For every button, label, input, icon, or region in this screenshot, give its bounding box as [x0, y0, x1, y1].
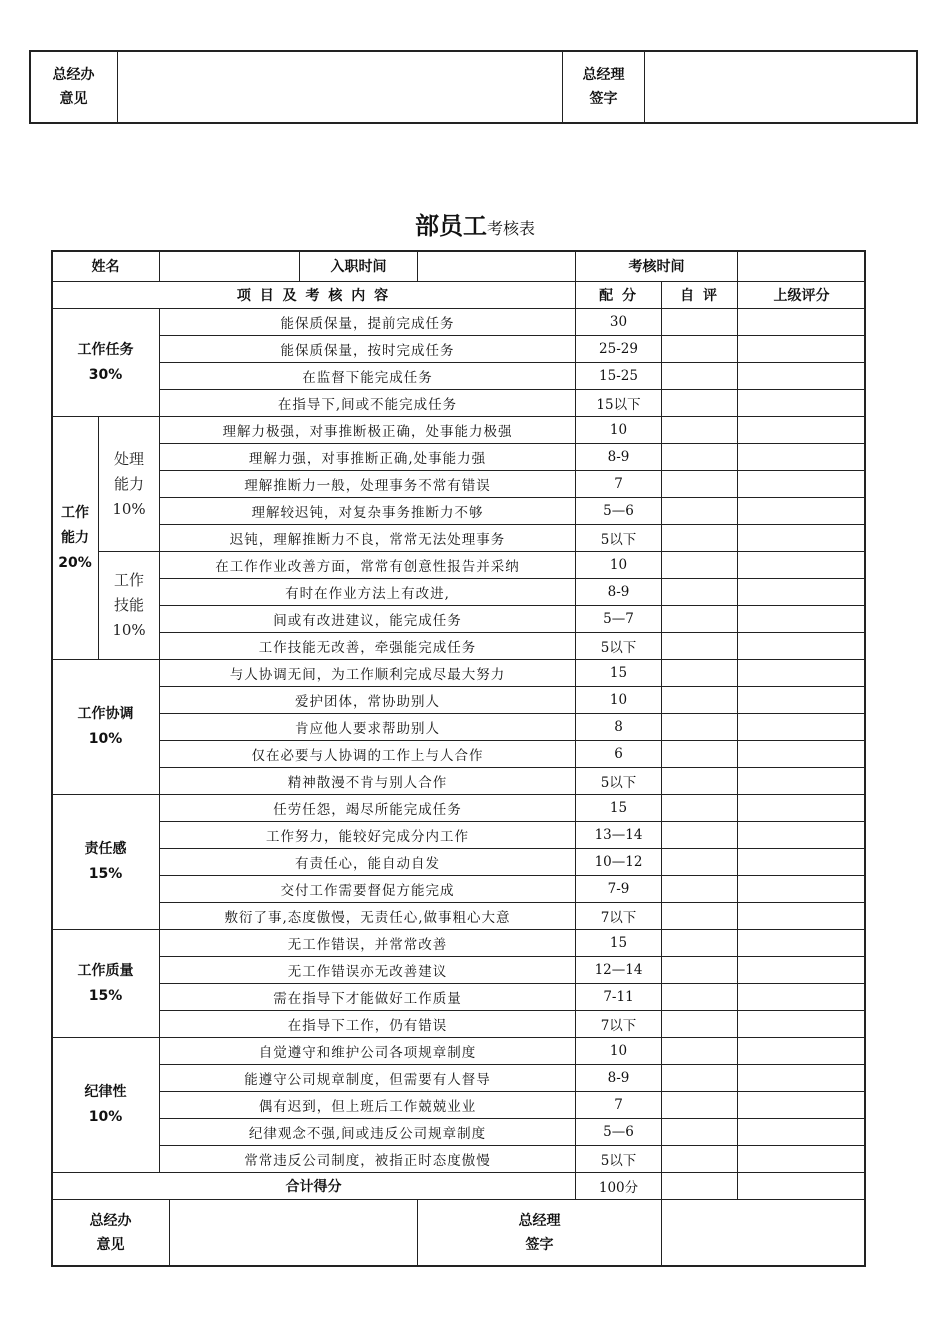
- criterion-text: 有时在作业方法上有改进,: [160, 579, 576, 606]
- form-title-sub: 考核表: [486, 219, 535, 238]
- superior-eval-cell[interactable]: [738, 768, 866, 795]
- category-label-line: 30%: [88, 366, 123, 383]
- superior-eval-cell[interactable]: [738, 957, 866, 984]
- total-row: [52, 1173, 866, 1200]
- score-value: 13—14: [576, 822, 662, 849]
- self-eval-cell[interactable]: [662, 1065, 738, 1092]
- score-value: 5—6: [576, 1119, 662, 1146]
- superior-eval-cell[interactable]: [738, 741, 866, 768]
- top-gm-sign-line1: 总经理: [582, 67, 625, 83]
- superior-eval-header: 上级评分: [738, 282, 866, 309]
- score-value: 7-9: [576, 876, 662, 903]
- score-value: 7以下: [576, 1011, 662, 1038]
- criterion-text: 在监督下能完成任务: [160, 363, 576, 390]
- self-eval-cell[interactable]: [662, 336, 738, 363]
- dept-opinion-label: [52, 1200, 170, 1267]
- table-row: [52, 687, 866, 714]
- top-dept-opinion-label: [30, 51, 118, 124]
- criterion-text: 需在指导下才能做好工作质量: [160, 984, 576, 1011]
- criterion-text: 偶有迟到，但上班后工作兢兢业业: [160, 1092, 576, 1119]
- name-field[interactable]: [160, 251, 300, 282]
- criterion-text: 纪律观念不强,间或违反公司规章制度: [160, 1119, 576, 1146]
- self-eval-cell[interactable]: [662, 1011, 738, 1038]
- self-eval-cell[interactable]: [662, 849, 738, 876]
- table-row: [52, 795, 866, 822]
- superior-eval-cell[interactable]: [738, 1146, 866, 1173]
- score-value: 5以下: [576, 1146, 662, 1173]
- total-superior-eval-cell[interactable]: [738, 1173, 866, 1200]
- score-value: 8-9: [576, 444, 662, 471]
- score-value: 15: [576, 795, 662, 822]
- score-value: 10: [576, 417, 662, 444]
- self-eval-cell[interactable]: [662, 714, 738, 741]
- self-eval-cell[interactable]: [662, 606, 738, 633]
- table-row: [52, 390, 866, 417]
- criterion-text: 间或有改进建议，能完成任务: [160, 606, 576, 633]
- category-label-line: 20%: [58, 554, 92, 571]
- criterion-text: 理解力极强，对事推断极正确，处事能力极强: [160, 417, 576, 444]
- criterion-text: 爱护团体，常协助别人: [160, 687, 576, 714]
- score-value: 7: [576, 1092, 662, 1119]
- category-label-line: 纪律性: [84, 1084, 127, 1100]
- table-row: [52, 336, 866, 363]
- superior-eval-cell[interactable]: [738, 606, 866, 633]
- score-value: 8: [576, 714, 662, 741]
- subcategory-label: [99, 417, 160, 552]
- table-row: [52, 309, 866, 336]
- superior-eval-cell[interactable]: [738, 1011, 866, 1038]
- superior-eval-cell[interactable]: [738, 984, 866, 1011]
- category-label: [52, 1038, 160, 1173]
- top-gm-sign-label: [563, 51, 645, 124]
- table-row: [52, 498, 866, 525]
- criterion-text: 有责任心，能自动自发: [160, 849, 576, 876]
- self-eval-cell[interactable]: [662, 309, 738, 336]
- top-dept-opinion-line1: 总经办: [52, 67, 95, 83]
- category-label-line: 工作任务: [77, 341, 134, 358]
- table-row: [52, 525, 866, 552]
- superior-eval-cell[interactable]: [738, 1092, 866, 1119]
- criterion-text: 工作技能无改善，牵强能完成任务: [160, 633, 576, 660]
- superior-eval-cell[interactable]: [738, 687, 866, 714]
- criterion-text: 在工作作业改善方面，常常有创意性报告并采纳: [160, 552, 576, 579]
- self-eval-cell[interactable]: [662, 687, 738, 714]
- table-row: [52, 1146, 866, 1173]
- category-label-line: 技能: [113, 596, 144, 614]
- score-value: 8-9: [576, 1065, 662, 1092]
- superior-eval-cell[interactable]: [738, 417, 866, 444]
- criterion-text: 自觉遵守和维护公司各项规章制度: [160, 1038, 576, 1065]
- superior-eval-cell[interactable]: [738, 714, 866, 741]
- self-eval-cell[interactable]: [662, 1038, 738, 1065]
- criterion-text: 理解力强，对事推断正确,处事能力强: [160, 444, 576, 471]
- criterion-text: 能保质保量，按时完成任务: [160, 336, 576, 363]
- self-eval-cell[interactable]: [662, 444, 738, 471]
- superior-eval-cell[interactable]: [738, 498, 866, 525]
- criterion-text: 无工作错误，并常常改善: [160, 930, 576, 957]
- self-eval-cell[interactable]: [662, 363, 738, 390]
- superior-eval-cell[interactable]: [738, 525, 866, 552]
- score-value: 15以下: [576, 390, 662, 417]
- score-value: 5以下: [576, 525, 662, 552]
- category-label: [52, 795, 160, 930]
- category-label-line: 工作质量: [77, 962, 134, 979]
- category-label-line: 工作协调: [77, 706, 134, 722]
- criterion-text: 敷衍了事,态度傲慢，无责任心,做事粗心大意: [160, 903, 576, 930]
- superior-eval-cell[interactable]: [738, 903, 866, 930]
- superior-eval-cell[interactable]: [738, 471, 866, 498]
- dept-opinion-field[interactable]: [170, 1200, 418, 1267]
- criterion-text: 能遵守公司规章制度，但需要有人督导: [160, 1065, 576, 1092]
- score-value: 25-29: [576, 336, 662, 363]
- category-label-line: 10%: [112, 499, 146, 518]
- superior-eval-cell[interactable]: [738, 444, 866, 471]
- category-label-line: 能力: [61, 529, 89, 546]
- category-label: [52, 309, 160, 417]
- total-label: 合计得分: [52, 1173, 576, 1200]
- category-label-line: 意见: [96, 1237, 125, 1253]
- table-row: [52, 1011, 866, 1038]
- superior-eval-cell[interactable]: [738, 1038, 866, 1065]
- criterion-text: 在指导下工作，仍有错误: [160, 1011, 576, 1038]
- top-dept-opinion-field[interactable]: [118, 51, 563, 124]
- score-value: 5—7: [576, 606, 662, 633]
- self-eval-cell[interactable]: [662, 768, 738, 795]
- table-row: [52, 660, 866, 687]
- table-row: [52, 714, 866, 741]
- hire-date-label: 入职时间: [300, 251, 418, 282]
- superior-eval-cell[interactable]: [738, 363, 866, 390]
- table-row: [52, 1092, 866, 1119]
- category-label-line: 总经理: [518, 1213, 561, 1229]
- self-eval-cell[interactable]: [662, 1092, 738, 1119]
- self-eval-cell[interactable]: [662, 903, 738, 930]
- criterion-text: 仅在必要与人协调的工作上与人合作: [160, 741, 576, 768]
- category-label: [52, 930, 160, 1038]
- superior-eval-cell[interactable]: [738, 552, 866, 579]
- table-row: [52, 984, 866, 1011]
- self-eval-cell[interactable]: [662, 498, 738, 525]
- subcategory-label: [99, 552, 160, 660]
- self-eval-cell[interactable]: [662, 930, 738, 957]
- table-row: [52, 579, 866, 606]
- criterion-text: 交付工作需要督促方能完成: [160, 876, 576, 903]
- superior-eval-cell[interactable]: [738, 822, 866, 849]
- criterion-text: 常常违反公司制度，被指正时态度傲慢: [160, 1146, 576, 1173]
- category-label-line: 工作: [61, 504, 89, 521]
- score-value: 5以下: [576, 633, 662, 660]
- self-eval-cell[interactable]: [662, 579, 738, 606]
- score-value: 10: [576, 552, 662, 579]
- category-label-line: 15%: [88, 866, 123, 882]
- items-header: 项 目 及 考 核 内 容: [52, 282, 576, 309]
- criterion-text: 理解推断力一般，处理事务不常有错误: [160, 471, 576, 498]
- table-row: [52, 633, 866, 660]
- score-value: 7: [576, 471, 662, 498]
- category-label-line: 工作: [113, 571, 144, 589]
- superior-eval-cell[interactable]: [738, 849, 866, 876]
- table-row: [52, 363, 866, 390]
- self-eval-cell[interactable]: [662, 957, 738, 984]
- score-value: 12—14: [576, 957, 662, 984]
- table-row: [52, 849, 866, 876]
- self-eval-cell[interactable]: [662, 390, 738, 417]
- category-label-line: 10%: [88, 1109, 123, 1125]
- self-eval-cell[interactable]: [662, 741, 738, 768]
- eval-date-label: 考核时间: [576, 251, 738, 282]
- score-value: 8-9: [576, 579, 662, 606]
- evaluation-table: [51, 250, 866, 1267]
- score-value: 15: [576, 660, 662, 687]
- score-value: 30: [576, 309, 662, 336]
- category-label-line: 处理: [113, 449, 144, 468]
- superior-eval-cell[interactable]: [738, 1065, 866, 1092]
- form-title: [0, 206, 950, 241]
- gm-sign-label: [418, 1200, 662, 1267]
- eval-date-field[interactable]: [738, 251, 866, 282]
- table-row: [52, 903, 866, 930]
- table-row: [52, 1065, 866, 1092]
- table-row: [52, 768, 866, 795]
- category-label: [52, 417, 99, 660]
- score-value: 10: [576, 687, 662, 714]
- table-row: [52, 876, 866, 903]
- score-value: 5以下: [576, 768, 662, 795]
- score-value: 10—12: [576, 849, 662, 876]
- criterion-text: 理解较迟钝，对复杂事务推断力不够: [160, 498, 576, 525]
- criterion-text: 无工作错误亦无改善建议: [160, 957, 576, 984]
- table-row: [52, 444, 866, 471]
- table-row: [52, 957, 866, 984]
- criterion-text: 精神散漫不肯与别人合作: [160, 768, 576, 795]
- category-label-line: 总经办: [89, 1213, 132, 1229]
- table-row: [52, 1038, 866, 1065]
- score-value: 7-11: [576, 984, 662, 1011]
- self-eval-cell[interactable]: [662, 552, 738, 579]
- criterion-text: 能保质保量，提前完成任务: [160, 309, 576, 336]
- self-eval-cell[interactable]: [662, 471, 738, 498]
- gm-sign-field[interactable]: [662, 1200, 866, 1267]
- criterion-text: 与人协调无间，为工作顺利完成尽最大努力: [160, 660, 576, 687]
- top-gm-sign-field[interactable]: [645, 51, 918, 124]
- superior-eval-cell[interactable]: [738, 336, 866, 363]
- table-row: [52, 1119, 866, 1146]
- criterion-text: 任劳任怨，竭尽所能完成任务: [160, 795, 576, 822]
- category-label-line: 能力: [113, 474, 144, 493]
- table-row: [52, 822, 866, 849]
- criterion-text: 迟钝，理解推断力不良，常常无法处理事务: [160, 525, 576, 552]
- self-eval-cell[interactable]: [662, 1146, 738, 1173]
- top-gm-sign-line2: 签字: [589, 91, 618, 107]
- signature-row: [52, 1200, 866, 1267]
- superior-eval-cell[interactable]: [738, 1119, 866, 1146]
- score-value: 15: [576, 930, 662, 957]
- table-row: [52, 741, 866, 768]
- criterion-text: 工作努力，能较好完成分内工作: [160, 822, 576, 849]
- self-eval-cell[interactable]: [662, 984, 738, 1011]
- self-eval-cell[interactable]: [662, 876, 738, 903]
- superior-eval-cell[interactable]: [738, 633, 866, 660]
- self-eval-cell[interactable]: [662, 795, 738, 822]
- name-label: 姓名: [52, 251, 160, 282]
- self-eval-cell[interactable]: [662, 822, 738, 849]
- category-label-line: 15%: [88, 987, 123, 1004]
- category-label: [52, 660, 160, 795]
- superior-eval-cell[interactable]: [738, 309, 866, 336]
- top-signature-table: [29, 50, 918, 124]
- top-dept-opinion-line2: 意见: [59, 91, 88, 107]
- score-value: 7以下: [576, 903, 662, 930]
- total-score: 100分: [576, 1173, 662, 1200]
- score-value: 6: [576, 741, 662, 768]
- self-eval-cell[interactable]: [662, 1119, 738, 1146]
- superior-eval-cell[interactable]: [738, 660, 866, 687]
- criterion-text: 在指导下,间或不能完成任务: [160, 390, 576, 417]
- score-value: 15-25: [576, 363, 662, 390]
- self-eval-cell[interactable]: [662, 660, 738, 687]
- table-row: [52, 930, 866, 957]
- total-self-eval-cell[interactable]: [662, 1173, 738, 1200]
- table-row: [52, 606, 866, 633]
- hire-date-field[interactable]: [418, 251, 576, 282]
- self-eval-cell[interactable]: [662, 633, 738, 660]
- category-label-line: 责任感: [84, 841, 127, 857]
- criterion-text: 肯应他人要求帮助别人: [160, 714, 576, 741]
- superior-eval-cell[interactable]: [738, 579, 866, 606]
- score-value: 10: [576, 1038, 662, 1065]
- score-value: 5—6: [576, 498, 662, 525]
- form-title-main: 部员工: [414, 212, 487, 240]
- table-row: [52, 417, 866, 444]
- score-header: 配 分: [576, 282, 662, 309]
- category-label-line: 签字: [525, 1237, 554, 1253]
- superior-eval-cell[interactable]: [738, 876, 866, 903]
- table-row: [52, 471, 866, 498]
- self-eval-cell[interactable]: [662, 417, 738, 444]
- self-eval-cell[interactable]: [662, 525, 738, 552]
- category-label-line: 10%: [88, 731, 123, 747]
- superior-eval-cell[interactable]: [738, 795, 866, 822]
- table-row: [52, 552, 866, 579]
- superior-eval-cell[interactable]: [738, 930, 866, 957]
- self-eval-header: 自 评: [662, 282, 738, 309]
- superior-eval-cell[interactable]: [738, 390, 866, 417]
- category-label-line: 10%: [112, 621, 146, 639]
